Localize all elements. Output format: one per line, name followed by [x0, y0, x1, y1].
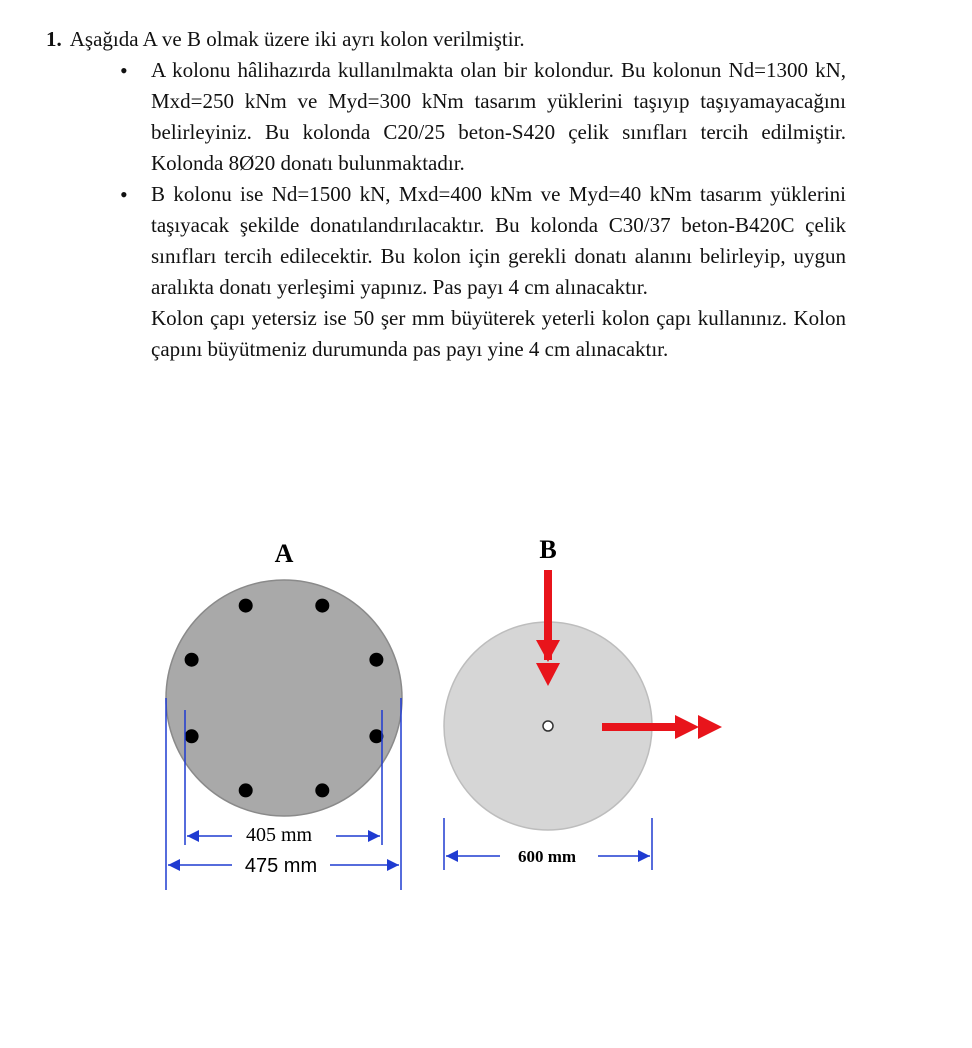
- question-number: 1.: [46, 27, 62, 51]
- rebar: [185, 729, 199, 743]
- bullet-dot-icon: •: [120, 58, 128, 83]
- question-intro: Aşağıda A ve B olmak üzere iki ayrı kolon verilmiştir.: [69, 27, 525, 51]
- rebar: [239, 783, 253, 797]
- column-a: [166, 539, 402, 890]
- rebar: [239, 599, 253, 613]
- column-a-section: [166, 580, 402, 816]
- column-a-inner-dim-label: 405 mm: [245, 824, 313, 846]
- bullet-list: [46, 55, 846, 365]
- bullet-item-column-a: [46, 55, 846, 179]
- question-block: [46, 24, 846, 365]
- rebar: [185, 653, 199, 667]
- column-b: [444, 535, 722, 870]
- column-b-label: B: [539, 535, 557, 564]
- bullet-item-column-b: [46, 179, 846, 365]
- column-b-center-point: [543, 721, 553, 731]
- column-b-paragraph: B kolonu ise Nd=1500 kN, Mxd=400 kNm ve Myd=40 kNm tasarım yüklerini taşıyacak şekilde donatılandırılacaktır. Bu kolonda C30/37 beton-B420C çelik sınıfları tercih edilecektir. Bu kolon için gerekli donatı alanını belirleyip, uygun aralıkta donatı yerleşimi yapınız. Pas payı 4 cm alınacaktır.: [151, 182, 846, 299]
- bullet-dot-icon: •: [120, 182, 128, 207]
- rebar: [369, 653, 383, 667]
- rebar: [315, 599, 329, 613]
- column-b-note: Kolon çapı yetersiz ise 50 şer mm büyüterek yeterli kolon çapı kullanınız. Kolon çapını büyütmeniz durumunda pas payı yine 4 cm alınacaktır.: [151, 306, 846, 361]
- column-a-paragraph: A kolonu hâlihazırda kullanılmakta olan bir kolondur. Bu kolonun Nd=1300 kN, Mxd=250 kNm ve Myd=300 kNm tasarım yüklerini taşıyıp taşıyamayacağını belirleyiniz. Bu kolonda C20/25 beton-S420 çelik sınıfları tercih edilmiştir. Kolonda 8Ø20 donatı bulunmaktadır.: [151, 58, 846, 175]
- columns-figure: [0, 520, 972, 920]
- column-b-dim-label: 600 mm: [517, 847, 577, 866]
- column-a-outer-dim-label: 475 mm: [244, 855, 318, 877]
- rebar: [315, 783, 329, 797]
- question-heading: [46, 24, 846, 55]
- column-a-label: A: [274, 539, 294, 568]
